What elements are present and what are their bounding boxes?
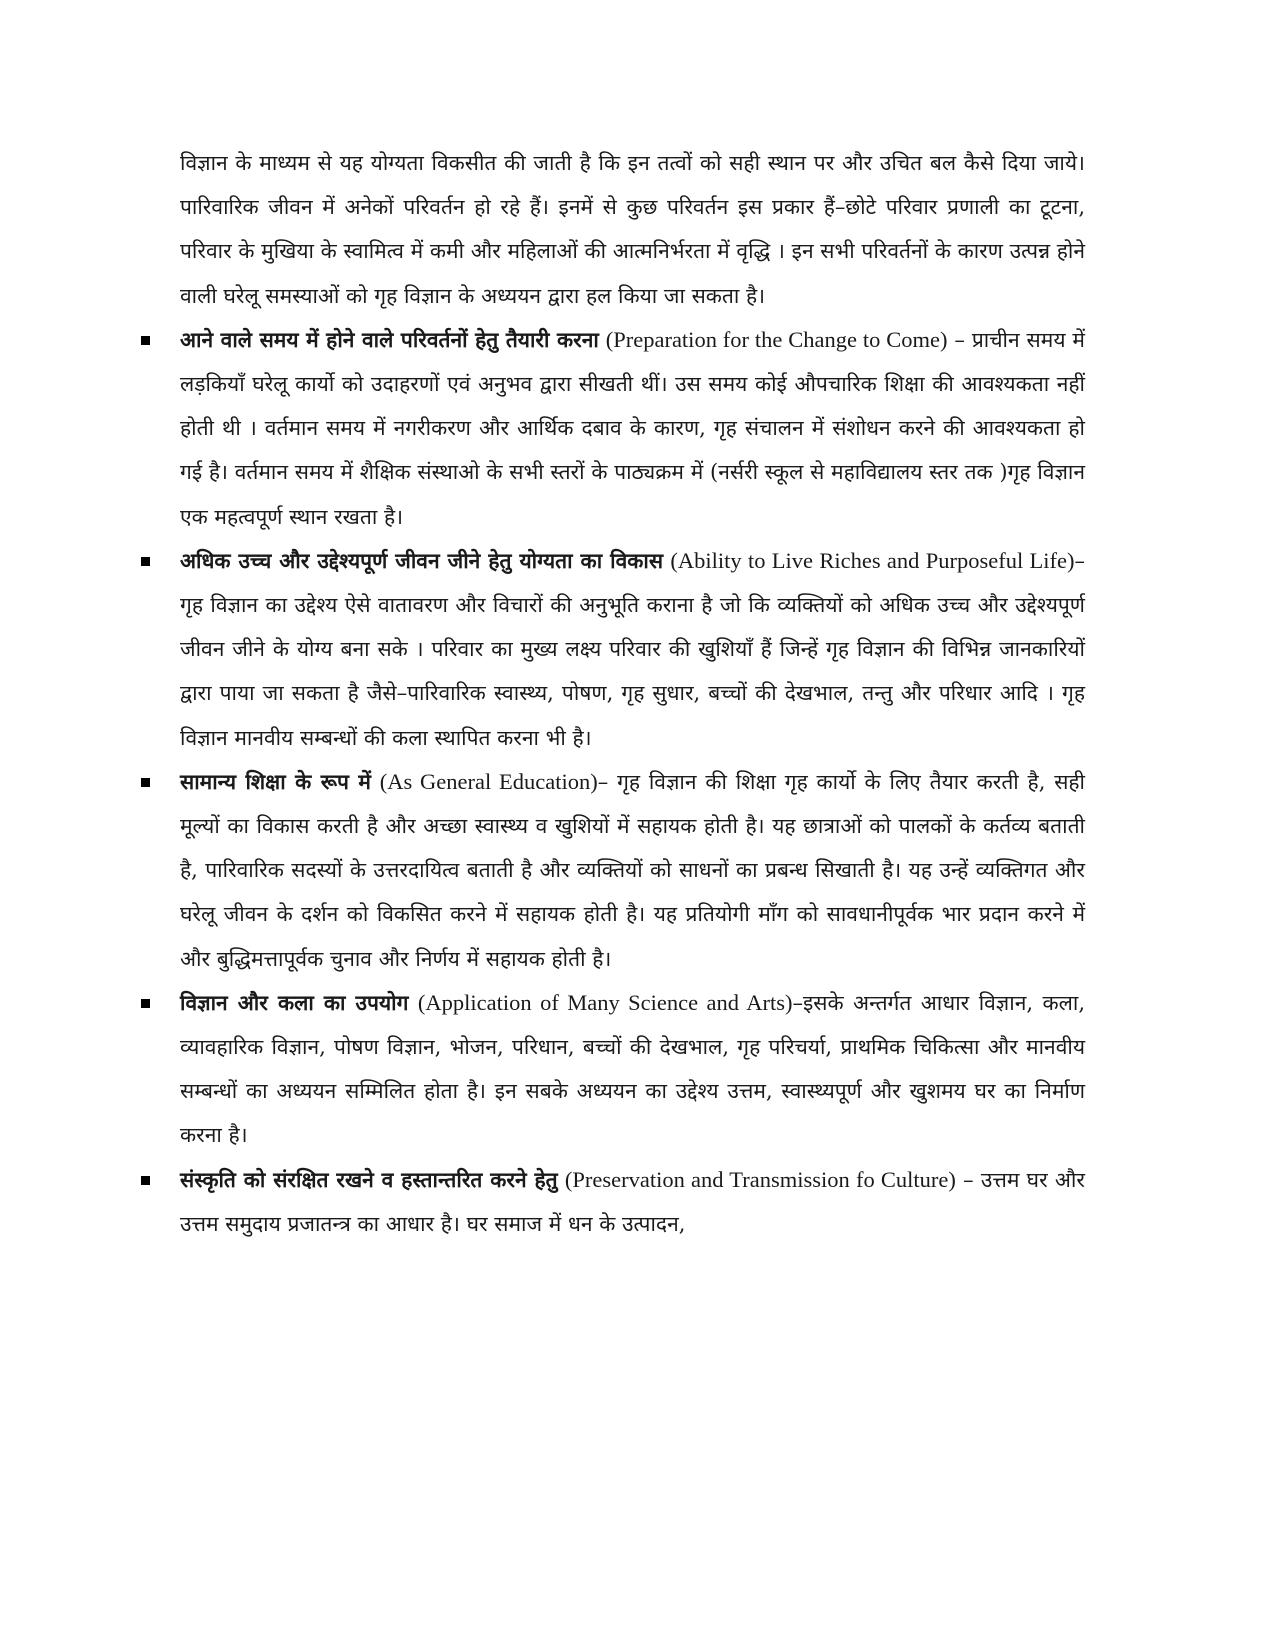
square-bullet-icon	[141, 999, 150, 1008]
item-heading: अधिक उच्च और उद्देश्यपूर्ण जीवन जीने हेतु योग्यता का विकास	[180, 547, 664, 573]
item-body: – उत्तम घर और उत्तम समुदाय प्रजातन्त्र का आधार है। घर समाज में धन के उत्पादन,	[180, 1167, 1085, 1236]
square-bullet-icon	[141, 557, 150, 566]
item-body: –गृह विज्ञान का उद्देश्य ऐसे वातावरण और विचारों की अनुभूति कराना है जो कि व्यक्तियों को अधिक उच्च और उद्देश्यपूर्ण जीवन जीने के योग्य बना सके । परिवार का मुख्य लक्ष्य परिवार की खुशियाँ हैं जिन्हें गृह विज्ञान की विभिन्न जानकारियों द्वारा पाया जा सकता है जैसे–पारिवारिक स्वास्थ्य, पोषण, गृह सुधार, बच्चों की देखभाल, तन्तु और परिधार आदि । गृह विज्ञान मानवीय सम्बन्धों की कला स्थापित करना भी है।	[180, 548, 1085, 750]
list-item	[180, 318, 1085, 539]
item-english-term: (Preparation for the Change to Come)	[605, 326, 948, 352]
item-body: –इसके अन्तर्गत आधार विज्ञान, कला, व्यावहारिक विज्ञान, पोषण विज्ञान, भोजन, परिधान, बच्चों की देखभाल, गृह परिचर्या, प्राथमिक चिकित्सा और मानवीय सम्बन्धों का अध्ययन सम्मिलित होता है। इन सबके अध्ययन का उद्देश्य उत्तम, स्वास्थ्यपूर्ण और खुशमय घर का निर्माण करना है।	[180, 990, 1085, 1148]
item-english-term: (As General Education)	[379, 768, 598, 794]
list-item	[180, 539, 1085, 760]
item-heading: संस्कृति को संरक्षित रखने व हस्तान्तरित करने हेतु	[180, 1166, 558, 1192]
item-english-term: (Ability to Live Riches and Purposeful Life)	[670, 547, 1075, 573]
bullet-list	[180, 318, 1085, 1246]
intro-paragraph: विज्ञान के माध्यम से यह योग्यता विकसीत की जाती है कि इन तत्वों को सही स्थान पर और उचित बल कैसे दिया जाये। पारिवारिक जीवन में अनेकों परिवर्तन हो रहे हैं। इनमें से कुछ परिवर्तन इस प्रकार हैं–छोटे परिवार प्रणाली का टूटना, परिवार के मुखिया के स्वामित्व में कमी और महिलाओं की आत्मनिर्भरता में वृद्धि । इन सभी परिवर्तनों के कारण उत्पन्न होने वाली घरेलू समस्याओं को गृह विज्ञान के अध्ययन द्वारा हल किया जा सकता है।	[180, 151, 1085, 308]
list-item	[180, 981, 1085, 1158]
square-bullet-icon	[141, 336, 150, 345]
item-english-term: (Preservation and Transmission fo Culture)	[564, 1166, 956, 1192]
item-heading: सामान्य शिक्षा के रूप में	[180, 768, 371, 794]
square-bullet-icon	[141, 778, 150, 787]
list-item	[180, 760, 1085, 981]
item-english-term: (Application of Many Science and Arts)	[417, 989, 793, 1015]
item-heading: विज्ञान और कला का उपयोग	[180, 989, 409, 1015]
list-item	[180, 1158, 1085, 1246]
item-body: – प्राचीन समय में लड़कियाँ घरेलू कार्यो को उदाहरणों एवं अनुभव द्वारा सीखती थीं। उस समय कोई औपचारिक शिक्षा की आवश्यकता नहीं होती थी । वर्तमान समय में नगरीकरण और आर्थिक दबाव के कारण, गृह संचालन में संशोधन करने की आवश्यकता हो गई है। वर्तमान समय में शैक्षिक संस्थाओ के सभी स्तरों के पाठ्यक्रम में (नर्सरी स्कूल से महाविद्यालय स्तर तक )गृह विज्ञान एक महत्वपूर्ण स्थान रखता है।	[180, 327, 1085, 529]
item-heading: आने वाले समय में होने वाले परिवर्तनों हेतु तैयारी करना	[180, 326, 599, 352]
square-bullet-icon	[141, 1176, 150, 1185]
item-body: – गृह विज्ञान की शिक्षा गृह कार्यो के लिए तैयार करती है, सही मूल्यों का विकास करती है और अच्छा स्वास्थ्य व खुशियों में सहायक होती है। यह छात्राओं को पालकों के कर्तव्य बताती है, पारिवारिक सदस्यों के उत्तरदायित्व बताती है और व्यक्तियों को साधनों का प्रबन्ध सिखाती है। यह उन्हें व्यक्तिगत और घरेलू जीवन के दर्शन को विकसित करने में सहायक होती है। यह प्रतियोगी माँग को सावधानीपूर्वक भार प्रदान करने में और बुद्धिमत्तापूर्वक चुनाव और निर्णय में सहायक होती है।	[180, 769, 1085, 971]
